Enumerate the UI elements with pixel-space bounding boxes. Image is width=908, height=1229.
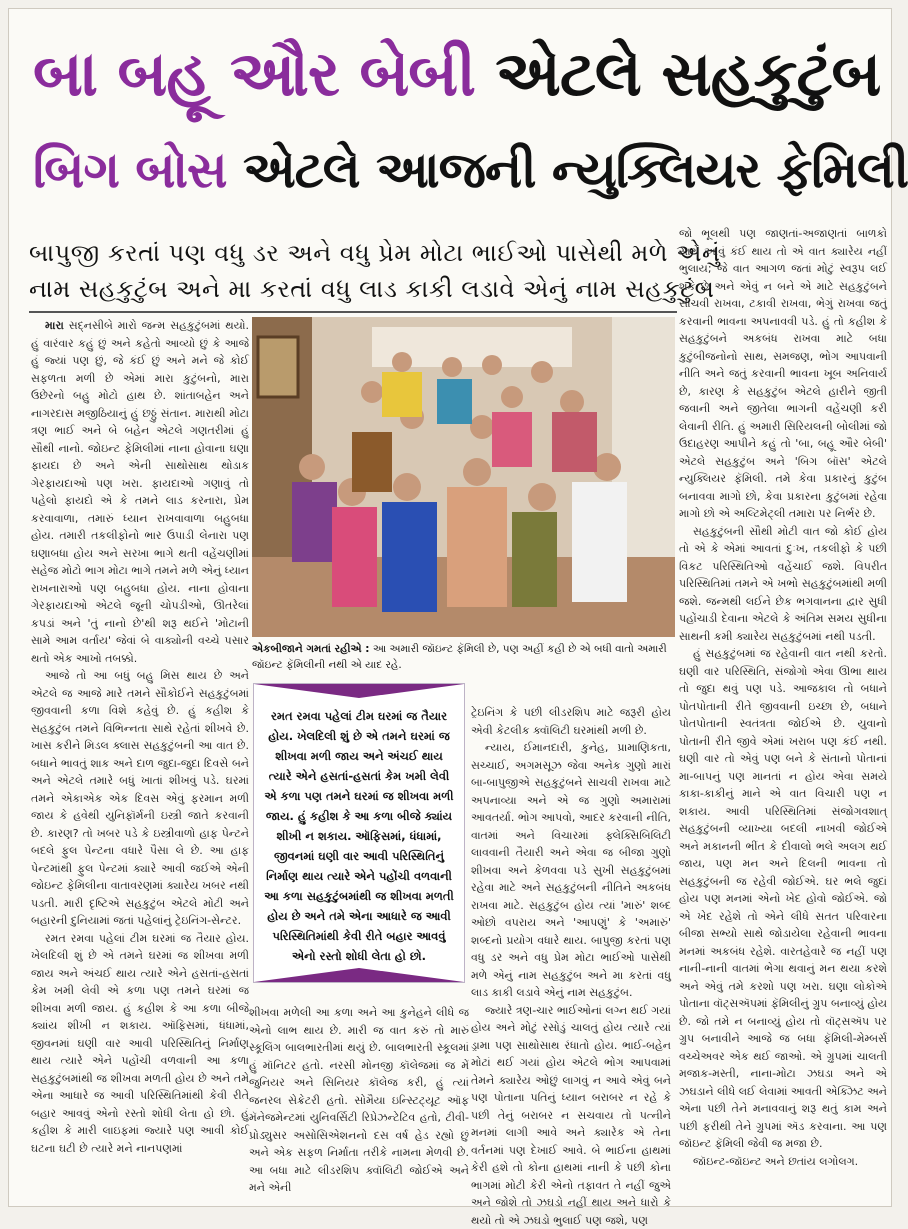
pull-quote-bottom-band <box>254 968 464 982</box>
middle-paragraph-1: ટ્રેઇનિંગ કે પછી લીડરશિપ માટે જરૂરી હોય એવી કેટલીક ક્વૉલિટી ઘરમાંથી મળી છે. <box>471 704 671 739</box>
subheadline <box>29 235 679 307</box>
headline-1-black: એટલે સહકુટુંબ <box>495 37 880 110</box>
left-column <box>31 317 249 1197</box>
middle-paragraph-3: જ્યારે ત્રણ-ચાર ભાઈઓનાં લગ્ન થઈ ગયાં હોય અને મોટું રસોડું ચાલતું હોય ત્યારે ત્યાં ડ્રામા પણ સાથોસાથ રંધાતો હોય. ભાઈ-બહેન મોટાં થઈ ગયાં હોય એટલે ભોગ આપવામાં તેમને ક્યારેય ઓછું લાગવું ન આવે એવું બને પણ પોતાના પતિનું ધ્યાન બરાબર ન રહે કે પછી તેનું બરાબર ન સચવાય તો પત્નીને મનમાં લાગી આવે અને ક્યારેક એ તેના વર્તનમાં પણ દેખાઈ આવે. બે ભાઈના હાથમાં કેરી હશે તો કોના હાથમાં નાની કે પછી કોના ભાગમાં મોટી કેરી એનો તફાવત તે નહીં જુએ અને જોશે તો ઝઘડો નહીં થાય અને ધારો કે થયો તો એ ઝઘડો ભુલાઈ પણ જશે, પણ <box>471 1002 671 1229</box>
headline-2-purple: બિગ બોસ <box>33 141 227 199</box>
middle-paragraph-2: ન્યાય, ઈમાનદારી, કુનેહ, પ્રામાણિકતા, સચ્ચાઈ, અગમસૂઝ જેવા અનેક ગુણો મારાં બા-બાપુજીએ સહકુટુંબને સાચવી રાખવા માટે અપનાવ્યા અને એ જ ગુણો અમારામાં આવતર્યા. ભોગ આપવો, આદર કરવાની નીતિ, વાતમાં અને વિચારમાં ફ્લેક્સિબિલિટી લાવવાની તૈયારી અને એવા જ બીજા ગુણો શીખવા અને કેળવવા પડે સુખી સહકુટુંબમાં રહેવા માટે અને સહકુટુંબની નીતિને અકબંધ રાખવા માટે. સહકુટુંબ હોય ત્યાં 'મારું' શબ્દ ઓછો વપરાય અને 'આપણું' કે 'અમારું' શબ્દનો પ્રયોગ વધારે થાય. બાપુજી કરતાં પણ વધુ ડર અને વધુ પ્રેમ મોટા ભાઈઓ પાસેથી મળે એનું નામ સહકુટુંબ અને મા કરતાં વધુ લાડ કાકી લડાવે એનું નામ સહકુટુંબ. <box>471 739 671 1002</box>
headline-1-purple: બા બહૂ ઔર બેબી <box>33 37 475 110</box>
subhead-line-1: બાપુજી કરતાં પણ વધુ ડર અને વધુ પ્રેમ મોટા ભાઈઓ પાસેથી મળે એનું <box>29 235 679 271</box>
right-paragraph-1: જો ભૂલથી પણ જાણતાં-અજાણતાં બાળકો સાથે આવું કંઈ થાય તો એ વાત ક્યારેય નહીં ભુલાય; જે વાત આગળ જતાં મોટું સ્વરૂપ લઈ શકે છે અને એવું ન બને એ માટે સહકુટુંબને સાચવી રાખવા, ટકાવી રાખવા, ભેગું રાખવા જતું કરવાની ભાવના અપનાવવી પડે. હું તો કહીશ કે સહકુટુંબને અકબંધ રાખવા માટે બધા કુટુંબીજનોનો સાથ, સમજણ, ભોગ આપવાની નીતિ અને જતું કરવાની ભાવના ખૂબ અનિવાર્ય છે, કારણ કે સહકુટુંબ એટલે હારીને જીતી જવાની અને જીતેલા ભાગની વહેંચણી કરી લેવાની રીતિ. હું અમારી સિરિયલની બોલીમાં જો ઉદાહરણ આપીને કહું તો 'બા, બહૂ ઔર બેબી' એટલે સહકુટુંબ અને 'બિગ બૉસ' એટલે ન્યુક્લિયર ફૅમિલી. તમે કેવા પ્રકારનું કુટુંબ બનાવવા માગો છો, કેવા પ્રકારના કુટુંબમાં રહેવા માગો છો એ અલ્ટિમેટ્લી તમારા પર નિર્ભર છે. <box>679 225 887 523</box>
pull-quote-box <box>253 683 465 983</box>
pull-quote-text: રમત રમવા પહેલાં ટીમ ઘરમાં જ તૈયાર હોય. ખેલદિલી શું છે એ તમને ઘરમાં જ શીખવા મળી જાય અને અંચઈ થાય ત્યારે એને હસતાં-હસતાં કેમ ખમી લેવી એ કળા પણ તમને ઘરમાં જ શીખવા મળી જાય. હું કહીશ કે આ કળા બીજે ક્યાંય શીખી ન શકાય. ઑફિસમાં, ધંધામાં, જીવનમાં ઘણી વાર આવી પરિસ્થિતિનું નિર્માણ થાય ત્યારે એને પહોંચી વળવાની આ કળા સહકુટુંબમાંથી જ શીખવા મળતી હોય છે અને તમે એના આધારે જ આવી પરિસ્થિતિમાંથી કેવી રીતે બહાર આવવું એનો રસ્તો શોધી લેતા હો છો. <box>264 706 454 966</box>
pull-quote-top-band <box>254 684 464 698</box>
subhead-line-2: નામ સહકુટુંબ અને મા કરતાં વધુ લાડ કાકી લડાવે એનું નામ સહકુટુંબ <box>29 271 679 307</box>
headline-line-1 <box>33 43 873 105</box>
left-paragraph-1 <box>31 317 249 667</box>
headline-2-black: એટલે આજની ન્યુક્લિયર ફેમિલી <box>243 141 908 199</box>
left-paragraph-2: આજે તો આ બધું બહુ મિસ થાય છે અને એટલે જ આજે મારે તમને સૌકોઈને સહકુટુંબમાં જીવવાની કળા વિશે કહેવું છે. હું કહીશ કે સહકુટુંબ તમને વિભિન્નતા સાથે રહેતાં શીખવે છે. ખાસ કરીને મિડલ ક્લાસ સહકુટુંબની આ વાત છે. બધાને ભાવતું શાક અને દાળ જુદા-જુદા દિવસે બને અને એટલે તમારે બધું ખાતાં શીખવું પડે. ઘરમાં તમને એકાએક એક દિવસ એવું ફરમાન મળી જાય કે હવેથી યુનિફૉર્મની ઇસ્ત્રી જાતે કરવાની છે. કારણ? તો ખબર પડે કે ઇસ્ત્રીવાળો હાફ પેન્ટને બદલે ફુલ પેન્ટના વધારે પૈસા લે છે. આ હાફ પેન્ટમાંથી ફુલ પેન્ટમાં ક્યારે આવી જઈએ એની જોઇન્ટ ફેમિલીના વાતાવરણમાં ક્યારેય ખબર નથી પડતી. મારી દૃષ્ટિએ સહકુટુંબ એટલે મોટી અને બહારની દુનિયામાં જતાં પહેલાંનું ટ્રેઇનિંગ-સેન્ટર. <box>31 667 249 930</box>
bottom-paragraph: શીખવા મળેલી આ કળા અને આ કુનેહને લીધે જ એનો લાભ થાય છે. મારી જ વાત કરું તો મારું સ્કૂલિંગ બાલભારતીમાં થયું છે. બાલભારતી સ્કૂલમાં હું મૉનિટર હતો. નરસી મોનજી કૉલેજમાં જ મેં જુનિયર અને સિનિયર કૉલેજ કરી, હું ત્યાં જનરલ સેક્રેટરી હતો. સોમૈયા ઇન્સ્ટિટ્યૂટ ઑફ મૅનેજમેન્ટમાં યુનિવર્સિટી રિપ્રેઝન્ટેટિવ હતો, ટીવી-પ્રોડ્યુસર અસોસિએશનનો દસ વર્ષ હેડ રહ્યો છું અને એક સફળ નિર્માતા તરીકે નામના મેળવી છે. આ બધા માટે લીડરશિપ ક્વૉલિટી જોઈએ અને મને એની <box>249 1004 469 1197</box>
newspaper-page <box>8 8 892 1207</box>
bottom-center-column <box>249 1004 469 1197</box>
caption-lead: એકબીજાને ગમતાં રહીએ : <box>252 643 369 655</box>
lead-word: મારા <box>45 319 64 332</box>
right-paragraph-3: હું સહકુટુંબમાં જ રહેવાની વાત નથી કરતો. ઘણી વાર પરિસ્થિતિ, સંજોગો એવા ઊભા થાય તો જુદા થવું પણ પડે. આજકાલ તો બધાને પોતપોતાની રીતે જીવવાની ઇચ્છા છે, બધાને પોતપોતાની સ્વતંત્રતા જોઈએ છે. યુવાનો પોતાની રીતે જીવે એમાં ખરાબ પણ કંઈ નથી. ઘણી વાર તો એવું પણ બને કે સંતાનો પોતાનાં મા-બાપનું પણ માનતાં ન હોય એવા સમયે કાકા-કાકીનું માને એ વાત વિચારી પણ ન શકાય. આવી પરિસ્થિતિમાં સંજોગવશાત્ સહકુટુંબની વ્યાખ્યા બદલી નાખવી જોઈએ અને મકાનની ભીંત કે દીવાલો ભલે અલગ થઈ જાય, પણ મન અને દિલની ભાવના તો સહકુટુંબની જ રહેવી જોઈએ. ઘર ભલે જુદાં હોય પણ મનમાં એનો ખેદ હોવો જોઈએ. જો એ ખેદ રહેશે તો એને લીધે સતત પરિવારના બીજા સભ્યો સાથે જોડાયેલા રહેવાની ભાવના મનમાં અકબંધ રહેશે. વારતહેવારે જ નહીં પણ નાની-નાની વાતમાં ભેગા થવાનું મન થયા કરશે અને એવું તમે કરશો પણ ખરા. ઘણા લોકોએ પોતાના વૉટ્સઍપમાં ફૅમિલીનું ગ્રુપ બનાવ્યું હોય છે. જો તમે ન બનાવ્યું હોય તો વૉટ્સઍપ પર ગ્રુપ બનાવીને આજે જ બધા ફૅમિલી-મેમ્બર્સ વચ્ચેઅવર એક થઈ જાઓ. એ ગ્રુપમાં ચાલતી મજાક-મસ્તી, નાના-મોટા ઝઘડા અને એ ઝઘડાને લીધે લઈ લેવામાં આવતી એક્ઝિટ અને એના પછી તેને મનાવવાનું શરૂ થતું કામ અને પછી ફરીથી તેને ગ્રુપમાં ઍડ કરવાના. આ પણ જૉઇન્ટ ફૅમિલી જેવી જ મજા છે. <box>679 645 887 1153</box>
left-paragraph-3: રમત રમવા પહેલાં ટીમ ઘરમાં જ તૈયાર હોય. ખેલદિલી શું છે એ તમને ઘરમાં જ શીખવા મળી જાય અને અંચઈ થાય ત્યારે એને હસતાં-હસતાં કેમ ખમી લેવી એ કળા પણ તમને ઘરમાં જ શીખવા મળી જાય. હું કહીશ કે આ કળા બીજે ક્યાંય શીખી ન શકાય. ઑફિસમાં, ધંધામાં, જીવનમાં ઘણી વાર આવી પરિસ્થિતિનું નિર્માણ થાય ત્યારે એને પહોંચી વળવાની આ કળા સહકુટુંબમાંથી જ શીખવા મળતી હોય છે અને તમે એના આધારે જ આવી પરિસ્થિતિમાંથી કેવી રીતે બહાર આવવું એનો રસ્તો શોધી લેતા હો છો. હું કહીશ કે મારી લાઇફમાં જ્યારે પણ આવી કોઈ ઘટના ઘટી છે ત્યારે મને નાનપણમાં <box>31 930 249 1158</box>
middle-column <box>471 704 671 1199</box>
right-column <box>679 225 887 1197</box>
photo-caption <box>252 641 675 673</box>
subhead-divider <box>29 311 677 313</box>
right-paragraph-4: જૉઇન્ટ-જૉઇન્ટ અને છતાંય લગોલગ. <box>679 1153 887 1171</box>
family-photo <box>252 317 675 637</box>
left-paragraph-1-text: સદ્નસીબે મારો જન્મ સહકુટુંબમાં થયો. હું વારંવાર કહું છું અને કહેતો આવ્યો છું કે આજે હું જ્યાં પણ છું, જે કંઈ છું અને મને જે કોઈ સફળતા મળી છે એમાં મારા કુટુંબનો, મારા ઉછેરનો બહુ મોટો હાથ છે. શાંતાબહેન અને નાગરદાસ મજીઠિયાનું હું છઠ્ઠું સંતાન. મારાથી મોટા ત્રણ ભાઈ અને બે બહેન એટલે ગણતરીમાં હું સૌથી નાનો. જોઇન્ટ ફેમિલીમાં નાના હોવાના ઘણા ફાયદા છે અને એની સાથોસાથ થોડાક ગેરફાયદાઓ પણ ખરા. ફાયદાઓ ગણાવું તો પહેલો ફાયદો એ કે તમને લાડ કરનારા, પ્રેમ કરવાવાળા, તમારું ધ્યાન રાખવાવાળા બહુબધા હોય. તમારી તકલીફોનો ભાર ઉપાડી લેનારા પણ ઘણાબધા હોય અને સરખા ભાગે થતી વહેંચણીમાં સહેજ મોટો ભાગ મોટા ભાગે તમને મળે એનું ધ્યાન રાખનારાઓ પણ બહુબધા હોય. નાના હોવાના ગેરફાયદાઓ એટલે જૂની ચોપડીઓ, ઊતરેલાં કપડાં અને 'તું નાનો છે'થી શરૂ થઈને 'મોટાની સામે આમ વર્તાય' જેવાં બે વાક્યોની વચ્ચે પસાર થતો એક આખો તબક્કો. <box>31 319 249 665</box>
caption-text: આ અમારી જૉઇન્ટ ફૅમિલી છે, પણ અહીં કહી છે એ બધી વાતો અમારી જૉઇન્ટ ફૅમિલીની નથી એ યાદ રહે. <box>252 643 667 671</box>
headline-line-2 <box>33 145 873 195</box>
right-paragraph-2: સહકુટુંબની સૌથી મોટી વાત જો કોઈ હોય તો એ કે એમાં આવતાં દુઃખ, તકલીફો કે પછી વિકટ પરિસ્થિતિઓ વહેંચાઈ જશે. વિપરીત પરિસ્થિતિમાં તમને એ ખભો સહકુટુંબમાંથી મળી જશે. જન્મથી લઈને છેક ભગવાનના દ્વાર સુધી પહોંચાડી દેવાના એટલે કે અંતિમ સમય સુધીના સાથની કમી ક્યારેય સહકુટુંબમાં નથી પડતી. <box>679 523 887 646</box>
